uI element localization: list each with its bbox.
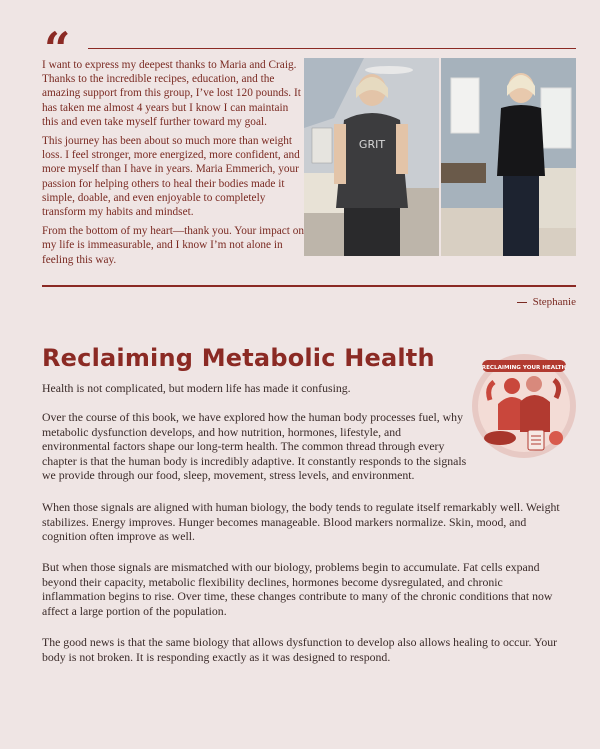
after-photo-figure (441, 58, 576, 256)
testimonial-attribution (517, 296, 576, 308)
quote-mark: “ (44, 22, 71, 76)
testimonial-paragraph: I want to express my deepest thanks to Maria and Craig. Thanks to the incredible recipes, education, and the amazing support from this group, I’ve lost 120 pounds. It has taken me almost 4 years but I know I can maintain this and even take myself further toward my goal. (42, 59, 301, 128)
section-title: Reclaiming Metabolic Health (42, 344, 435, 372)
section-intro: Health is not complicated, but modern life has made it confusing. (42, 381, 351, 395)
section-paragraph-4: The good news is that the same biology that allows dysfunction to develop also allows healing to occur. Your body is not broken. It is responding exactly as it was designed to respond. (42, 635, 558, 664)
top-divider (88, 48, 576, 49)
before-photo (304, 58, 439, 256)
testimonial-text (42, 58, 304, 272)
health-badge-illustration (470, 352, 578, 460)
bottom-divider (42, 285, 576, 287)
shirt-text: GRIT (358, 138, 386, 151)
section-paragraph-3: But when those signals are mismatched with our biology, problems begin to accumulate. Fat cells expand beyond their capacity, metabolic flexibility declines, hormones become dysregulated, and chronic inflammation begins to rise. Over time, these changes contribute to many of the chronic conditions that now affect a large portion of the population. (42, 560, 553, 618)
testimonial-paragraph: From the bottom of my heart—thank you. Your impact on my life is immeasurable, and I know I’m not alone in feeling this way. (42, 225, 305, 266)
before-after-photos (304, 58, 576, 256)
before-photo-figure (304, 58, 439, 256)
testimonial-paragraph: This journey has been about so much more than weight loss. I feel stronger, more energized, more confident, and more myself than I have in years. Maria Emmerich, your passion for helping others to heal their bodies made it simple, doable, and even enjoyable to completely transform my habits and mindset. (42, 135, 300, 219)
dash-mark (517, 302, 527, 303)
attribution-name: Stephanie (532, 296, 576, 308)
section-paragraph-2: When those signals are aligned with human biology, the body tends to regulate itself remarkably well. Weight stabilizes. Energy improves. Hunger becomes manageable. Blood markers normalize. Skin, mood, and cognition often improve as well. (42, 500, 560, 543)
section-paragraph-1: Over the course of this book, we have explored how the human body processes fuel, why metabolic dysfunction develops, and how nutrition, hormones, lifestyle, and environmental factors shape our long-term health. The common thread through every chapter is that the human body is incredibly adaptive. It constantly responds to the signals we provide through our food, sleep, movement, stress levels, and environment. (42, 410, 467, 482)
after-photo (441, 58, 576, 256)
badge-text: RECLAIMING YOUR HEALTH (481, 365, 567, 371)
